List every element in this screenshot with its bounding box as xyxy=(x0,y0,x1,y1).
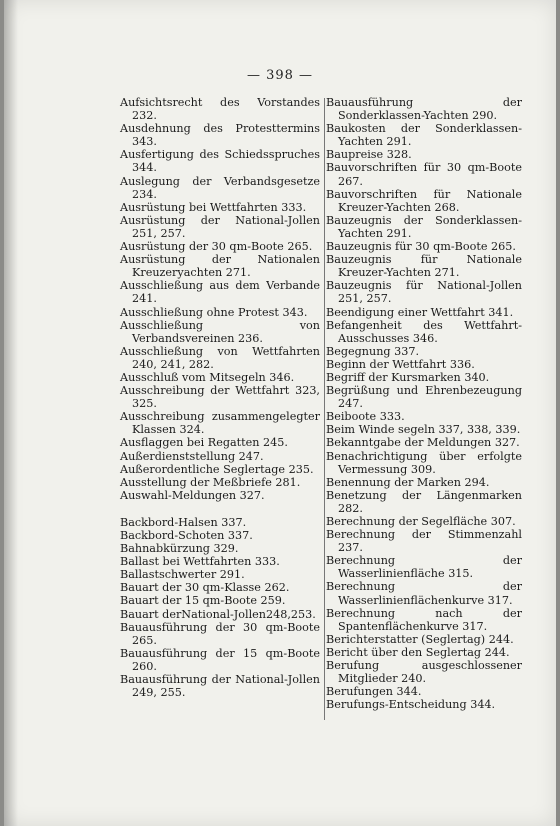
index-entry: Ausrüstung der National-Jollen 251, 257. xyxy=(120,213,320,240)
index-entry: Beim Winde segeln 337, 338, 339. xyxy=(326,423,521,437)
index-entry: Berechnung der Wasserlinienfläche 315. xyxy=(326,554,522,581)
index-entry: Baukosten der Sonderklassen-Yachten 291. xyxy=(326,122,522,149)
index-entry: Baupreise 328. xyxy=(326,148,412,162)
index-entry: Bauart der 15 qm-Boote 259. xyxy=(120,594,286,608)
index-entry: Bauart der 30 qm-Klasse 262. xyxy=(120,581,290,595)
index-entry: Backbord-Halsen 337. xyxy=(120,515,247,529)
index-entry: Berufung ausgeschlossener Mitglieder 240. xyxy=(326,659,522,686)
index-entry: Bauausführung der Sonderklassen-Yachten 290. xyxy=(326,96,522,123)
index-entry: Ausschreibung der Wettfahrt 323, 325. xyxy=(120,384,320,411)
index-entry: Berufungen 344. xyxy=(326,685,422,699)
index-entry: Ausstellung der Meßbriefe 281. xyxy=(120,475,301,489)
index-entry: Ausrüstung der 30 qm-Boote 265. xyxy=(120,240,313,254)
index-entry: Benennung der Marken 294. xyxy=(326,475,490,489)
index-entry: Berechnung der Wasserlinienflächenkurve 317. xyxy=(326,580,522,607)
index-entry: Ballastschwerter 291. xyxy=(120,568,245,582)
index-entry: Beendigung einer Wettfahrt 341. xyxy=(326,305,514,319)
index-entry: Bauausführung der 30 qm-Boote 265. xyxy=(120,620,320,647)
index-entry: Benachrichtigung über erfolgte Vermessung 309. xyxy=(326,449,522,476)
index-entry: Berichterstatter (Seglertag) 244. xyxy=(326,632,514,646)
index-entry: Ausdehnung des Protesttermins 343. xyxy=(120,122,320,149)
index-entry: Aufsichtsrecht des Vorstandes 232. xyxy=(120,96,320,123)
index-entry: Auslegung der Verbandsgesetze 234. xyxy=(120,174,320,201)
index-entry: Bauzeugnis für 30 qm-Boote 265. xyxy=(326,240,516,254)
index-column-left xyxy=(120,96,320,699)
index-entry: Beginn der Wettfahrt 336. xyxy=(326,357,475,371)
index-entry: Berechnung der Stimmenzahl 237. xyxy=(326,528,522,555)
index-entry: Bekanntgabe der Meldungen 327. xyxy=(326,436,520,450)
index-entry: Bauzeugnis der Sonderklassen-Yachten 291. xyxy=(326,213,522,240)
book-page xyxy=(4,0,556,826)
index-entry: Befangenheit des Wettfahrt-Ausschusses 346. xyxy=(326,318,522,345)
index-entry: Ausschließung von Verbandsvereinen 236. xyxy=(120,318,320,345)
index-entry: Benetzung der Längenmarken 282. xyxy=(326,488,522,515)
index-entry: Bauzeugnis für Nationale Kreuzer-Yachten 271. xyxy=(326,253,522,280)
index-entry: Außerordentliche Seglertage 235. xyxy=(120,462,314,476)
index-entry: Begriff der Kursmarken 340. xyxy=(326,370,490,384)
index-entry: Ausschreibung zusammengelegter Klassen 324. xyxy=(120,410,320,437)
section-gap xyxy=(120,502,320,516)
index-entry: Bahnabkürzung 329. xyxy=(120,542,239,556)
index-entry: Auswahl-Meldungen 327. xyxy=(120,488,265,502)
index-entry: Berufungs-Entscheidung 344. xyxy=(326,698,496,712)
index-entry: Bauausführung der National-Jollen 249, 255. xyxy=(120,673,320,700)
index-entry: Beiboote 333. xyxy=(326,410,405,424)
column-divider xyxy=(324,98,325,720)
index-entry: Berechnung nach der Spantenflächenkurve 317. xyxy=(326,606,522,633)
index-entry: Ausschließung von Wettfahrten 240, 241, 282. xyxy=(120,344,320,371)
index-entry: Bauvorschriften für 30 qm-Boote 267. xyxy=(326,161,522,188)
index-entry: Bauvorschriften für Nationale Kreuzer-Yachten 268. xyxy=(326,187,522,214)
page-spine-shadow xyxy=(4,0,18,826)
index-entry: Backbord-Schoten 337. xyxy=(120,529,253,542)
index-entry: Begegnung 337. xyxy=(326,344,420,358)
index-entry: Bericht über den Seglertag 244. xyxy=(326,645,510,659)
index-entry: Bauart derNational-Jollen248,253. xyxy=(120,607,316,621)
index-entry: Bauausführung der 15 qm-Boote 260. xyxy=(120,646,320,673)
index-entry: Ausflaggen bei Regatten 245. xyxy=(120,436,288,450)
index-column-right xyxy=(326,96,522,711)
index-entry: Ballast bei Wettfahrten 333. xyxy=(120,555,280,569)
page-number: — 398 — xyxy=(246,68,314,83)
index-entry: Ausschließung ohne Protest 343. xyxy=(120,305,308,319)
index-entry: Ausfertigung des Schiedsspruches 344. xyxy=(120,148,320,175)
index-entry: Bauzeugnis für National-Jollen 251, 257. xyxy=(326,279,522,306)
index-entry: Ausschließung aus dem Verbande 241. xyxy=(120,279,320,306)
index-entry: Ausrüstung bei Wettfahrten 333. xyxy=(120,200,307,214)
index-entry: Ausschluß vom Mitsegeln 346. xyxy=(120,370,295,384)
index-entry: Außerdienststellung 247. xyxy=(120,449,264,463)
index-entry: Begrüßung und Ehrenbezeugung 247. xyxy=(326,384,522,411)
index-entry: Berechnung der Segelfläche 307. xyxy=(326,515,516,528)
index-entry: Ausrüstung der Nationalen Kreuzeryachten 271. xyxy=(120,253,320,280)
